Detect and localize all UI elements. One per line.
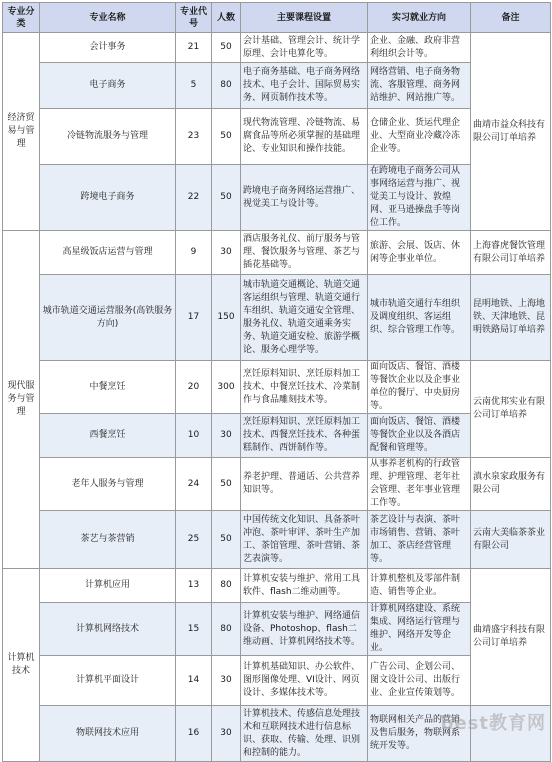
major-jobs: 物联网相关产品的营销及售后服务，物联网系统开发等。 [368, 706, 471, 762]
major-name: 电子商务 [40, 63, 176, 109]
header-name: 专业名称 [40, 3, 176, 33]
major-jobs: 面向饭店、餐馆、酒楼等餐饮企业以及企事业单位的餐厅、中央厨房等。 [368, 361, 471, 414]
major-code: 17 [176, 275, 212, 361]
major-courses: 计算机基础知识、办公软件、图形图像处理、VI设计、网页设计、多媒体技术等。 [241, 656, 368, 706]
header-notes: 备注 [471, 3, 551, 33]
table-row [3, 33, 551, 63]
header-count: 人数 [212, 3, 241, 33]
major-code: 15 [176, 603, 212, 656]
table-row [3, 569, 551, 603]
major-code: 16 [176, 706, 212, 762]
major-code: 5 [176, 63, 212, 109]
major-count: 50 [212, 165, 241, 231]
major-count: 80 [212, 63, 241, 109]
header-category: 专业分类 [3, 3, 40, 33]
major-count: 80 [212, 569, 241, 603]
major-courses: 烹饪原料知识、烹饪原料加工技术、西餐烹饪技术、各种蛋糕制作、西饼制作等。 [241, 414, 368, 458]
major-courses: 中国传统文化知识、具备茶叶冲泡、茶叶审评、茶叶生产加工、茶馆管理、茶叶营销、茶艺表演等。 [241, 511, 368, 569]
major-count: 150 [212, 275, 241, 361]
note-cell: 云南大美临茶茶业有限公司 [471, 511, 551, 569]
category-cell: 计算机技术 [3, 569, 40, 762]
major-count: 300 [212, 361, 241, 414]
major-name: 中餐烹饪 [40, 361, 176, 414]
major-code: 13 [176, 569, 212, 603]
header-row [3, 3, 551, 33]
major-count: 50 [212, 33, 241, 63]
major-courses: 烹饪原料知识、烹饪原料加工技术、中餐烹饪技术、冷菜制作与食品雕刻技术等。 [241, 361, 368, 414]
major-courses: 电子商务基础、电子商务网络技术、电子会计、国际贸易实务、网页制作技术等。 [241, 63, 368, 109]
table-row [3, 361, 551, 414]
table-row [3, 275, 551, 361]
major-jobs: 从事养老机构的行政管理、护理管理、老年社会管理、老年事业管理工作等。 [368, 458, 471, 511]
major-count: 30 [212, 706, 241, 762]
major-jobs: 面向饭店、餐馆、酒楼等餐饮企业以及各酒店配餐和管理等。 [368, 414, 471, 458]
major-courses: 养老护理、普通话、公共营养知识等。 [241, 458, 368, 511]
note-cell: 上海睿虎餐饮管理有限公司订单培养 [471, 231, 551, 275]
major-courses: 计算机安装与维护、常用工具软件、flash二维动画等。 [241, 569, 368, 603]
major-jobs: 在跨境电子商务公司从事网络运营与推广、视觉美工与设计、敦煌网、亚马逊操盘手等岗位工作。 [368, 165, 471, 231]
header-code: 专业代号 [176, 3, 212, 33]
major-courses: 跨境电子商务网络运营推广、视觉美工与设计等。 [241, 165, 368, 231]
major-jobs: 广告公司、企划公司、图文设计公司、出版行业、企业宣传策划等。 [368, 656, 471, 706]
major-jobs: 企业、金融、政府非营利组织会计等。 [368, 33, 471, 63]
header-courses: 主要课程设置 [241, 3, 368, 33]
major-count: 50 [212, 109, 241, 165]
major-jobs: 茶艺设计与表演、茶叶市场销售、营销、茶叶加工、茶店经营管理等。 [368, 511, 471, 569]
major-name: 计算机网络技术 [40, 603, 176, 656]
major-code: 23 [176, 109, 212, 165]
major-count: 80 [212, 603, 241, 656]
major-courses: 酒店服务礼仪、前厅服务与管理、餐饮服务与管理、茶艺与插花基础等。 [241, 231, 368, 275]
major-courses: 城市轨道交通概论、轨道交通客运组织与管理、轨道交通行车组织、轨道交通安全管理、服务礼仪、轨道交通乘务实务、轨道交通安检、旅游学概论、服务心理学等。 [241, 275, 368, 361]
major-jobs: 旅游、会展、饭店、休闲等企事业单位。 [368, 231, 471, 275]
major-name: 计算机平面设计 [40, 656, 176, 706]
note-cell: 曲靖盛宇科技有限公司订单培养 [471, 569, 551, 706]
table-row [3, 458, 551, 511]
major-code: 14 [176, 656, 212, 706]
major-name: 西餐烹饪 [40, 414, 176, 458]
note-cell: 云南优邦实业有限公司订单培养 [471, 361, 551, 458]
major-count: 30 [212, 414, 241, 458]
major-code: 9 [176, 231, 212, 275]
major-code: 21 [176, 33, 212, 63]
major-name: 跨境电子商务 [40, 165, 176, 231]
major-courses: 现代物流管理、冷链物流、易腐食品等所必须掌握的基础理论、专业知识和操作技能。 [241, 109, 368, 165]
major-count: 30 [212, 656, 241, 706]
major-jobs: 计算机整机及零部件制造、销售等企业。 [368, 569, 471, 603]
major-code: 20 [176, 361, 212, 414]
major-count: 50 [212, 511, 241, 569]
major-name: 城市轨道交通运营服务(高铁服务方向) [40, 275, 176, 361]
major-name: 老年人服务与管理 [40, 458, 176, 511]
major-name: 物联网技术应用 [40, 706, 176, 762]
watermark: best教育网 [440, 713, 546, 734]
table-row [3, 656, 551, 706]
table-row [3, 511, 551, 569]
major-count: 30 [212, 231, 241, 275]
category-cell: 现代服务与管理 [3, 231, 40, 569]
header-jobs: 实习就业方向 [368, 3, 471, 33]
category-cell: 经济贸易与管理 [3, 33, 40, 231]
major-code: 22 [176, 165, 212, 231]
major-name: 茶艺与茶营销 [40, 511, 176, 569]
major-name: 高星级饭店运营与管理 [40, 231, 176, 275]
major-count: 50 [212, 458, 241, 511]
major-courses: 计算机技术、传感信息处理技术和互联网技术进行信息标识、获取、传输、处理、识别和控制的能力。 [241, 706, 368, 762]
major-code: 24 [176, 458, 212, 511]
major-name: 会计事务 [40, 33, 176, 63]
table-row [3, 603, 551, 656]
table-row [3, 109, 551, 165]
major-jobs: 仓储企业、货运代理企业、大型商业冷藏冷冻企业等。 [368, 109, 471, 165]
major-code: 10 [176, 414, 212, 458]
major-name: 冷链物流服务与管理 [40, 109, 176, 165]
majors-table [2, 2, 551, 762]
major-jobs: 计算机网络建设、系统集成、网络运行管理与维护、网络开发等企业。 [368, 603, 471, 656]
table-row [3, 231, 551, 275]
table-row [3, 414, 551, 458]
note-cell: 曲靖市益众科技有限公司订单培养 [471, 33, 551, 231]
table-row [3, 165, 551, 231]
note-cell: 昆明地铁、上海地铁、天津地铁、昆明铁路局订单培养 [471, 275, 551, 361]
major-name: 计算机应用 [40, 569, 176, 603]
major-jobs: 城市轨道交通行车组织及调度组织、客运组织、综合管理工作等。 [368, 275, 471, 361]
major-jobs: 网络营销、电子商务物流、客服管理、商务网站维护、网站推广等。 [368, 63, 471, 109]
major-courses: 会计基础、管理会计、统计学原理、会计电算化等。 [241, 33, 368, 63]
note-cell: 滇水泉家政服务有限公司 [471, 458, 551, 511]
major-code: 25 [176, 511, 212, 569]
major-courses: 计算机安装与维护、网络通信设备、Photoshop、flash二维动画、计算机网络技术等。 [241, 603, 368, 656]
table-row [3, 63, 551, 109]
